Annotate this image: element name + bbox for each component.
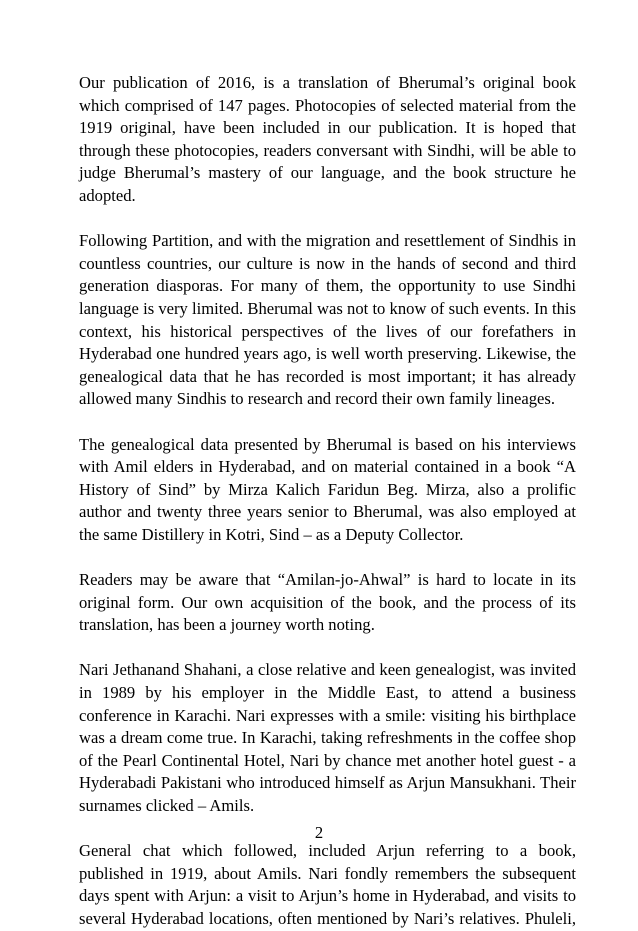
paragraph-partition: Following Partition, and with the migration and resettlement of Sindhis in countless countries, our culture is now in the hands of second and third generation diasporas. For many of them, the opportunity to use Sindhi language is very limited. Bherumal was not to know of such events. In this context, his historical perspectives of the lives of our forefathers in Hyderabad one hundred years ago, is well worth preserving. Likewise, the genealogical data that he has recorded is most important; it has already allowed many Sindhis to research and record their own family lineages. (79, 231, 576, 409)
paragraph-genealogical-data: The genealogical data presented by Bherumal is based on his interviews with Amil elders in Hyderabad, and on material contained in a book “A History of Sind” by Mirza Kalich Faridun Beg. Mirza, also a prolific author and twenty three years senior to Bherumal, was also employed at the same Distillery in Kotri, Sind – as a Deputy Collector. (79, 434, 576, 544)
paragraph-publication-2016: Our publication of 2016, is a translation of Bherumal’s original book which comprised of 147 pages. Photocopies of selected material from the 1919 original, have been included in our publication. It is hoped that through these photocopies, readers conversant with Sindhi, will be able to judge Bherumal’s mastery of our language, and the book structure he adopted. (79, 73, 576, 205)
paragraph-general-chat: General chat which followed, included Arjun referring to a book, published in 1919, about Amils. Nari fondly remembers the subsequent days spent with Arjun: a visit to Arjun’s home in Hyderabad, and visits to several Hyderabad locations, often mentioned by Nari’s relatives. Phuleli, (79, 841, 576, 928)
page-body (79, 72, 576, 931)
paragraph-nari-shahani: Nari Jethanand Shahani, a close relative and keen genealogist, was invited in 1989 by his employer in the Middle East, to attend a business conference in Karachi. Nari expresses with a smile: visiting his birthplace was a dream come true. In Karachi, taking refreshments in the coffee shop of the Pearl Continental Hotel, Nari by chance met another hotel guest - a Hyderabadi Pakistani who introduced himself as Arjun Mansukhani. Their surnames clicked – Amils. (79, 660, 576, 815)
paragraph-amilan-jo-ahwal: Readers may be aware that “Amilan-jo-Ahwal” is hard to locate in its original form. Our own acquisition of the book, and the process of its translation, has been a journey worth noting. (79, 570, 576, 635)
page-number: 2 (314, 823, 324, 842)
